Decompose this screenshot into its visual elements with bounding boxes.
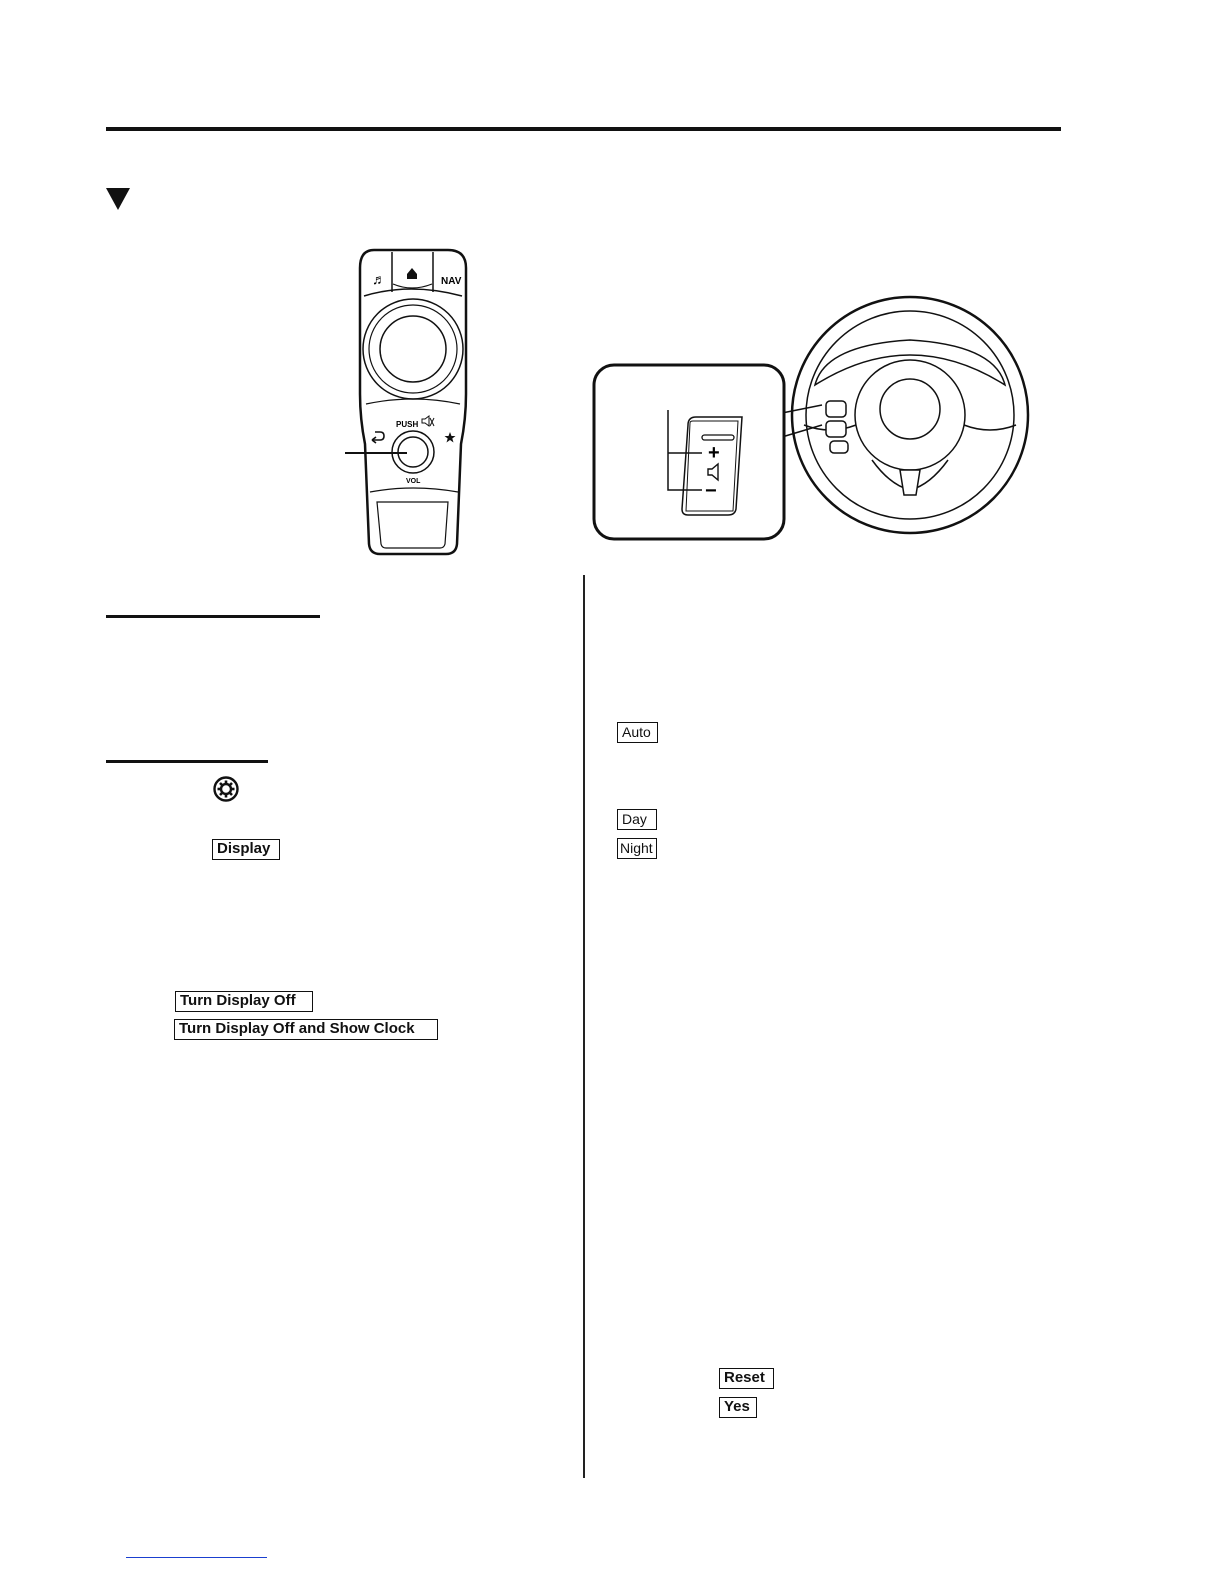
turn-display-off-show-clock-button[interactable]: Turn Display Off and Show Clock xyxy=(174,1019,438,1040)
yes-button[interactable]: Yes xyxy=(719,1397,757,1418)
nav-button-label: NAV xyxy=(441,276,462,287)
subheading-rule xyxy=(106,615,320,618)
day-mode-button[interactable]: Day xyxy=(617,809,657,830)
column-divider xyxy=(583,575,585,1478)
footer-link[interactable] xyxy=(126,1557,267,1558)
volume-plus-label: + xyxy=(708,442,720,464)
music-button-label: ♬ xyxy=(372,271,386,287)
top-rule xyxy=(106,127,1061,131)
gear-icon xyxy=(212,775,240,803)
leader-line xyxy=(345,452,407,454)
night-mode-button[interactable]: Night xyxy=(617,838,657,859)
volume-minus-label: − xyxy=(705,480,717,502)
push-label: PUSH xyxy=(396,420,419,429)
commander-switch-illustration xyxy=(340,244,475,559)
auto-mode-button[interactable]: Auto xyxy=(617,722,658,743)
steering-wheel-illustration xyxy=(590,285,1035,545)
reset-button[interactable]: Reset xyxy=(719,1368,774,1389)
subheading-rule xyxy=(106,760,268,763)
turn-display-off-button[interactable]: Turn Display Off xyxy=(175,991,313,1012)
section-marker-triangle-icon xyxy=(106,188,130,210)
display-button[interactable]: Display xyxy=(212,839,280,860)
vol-label: VOL xyxy=(406,478,421,485)
